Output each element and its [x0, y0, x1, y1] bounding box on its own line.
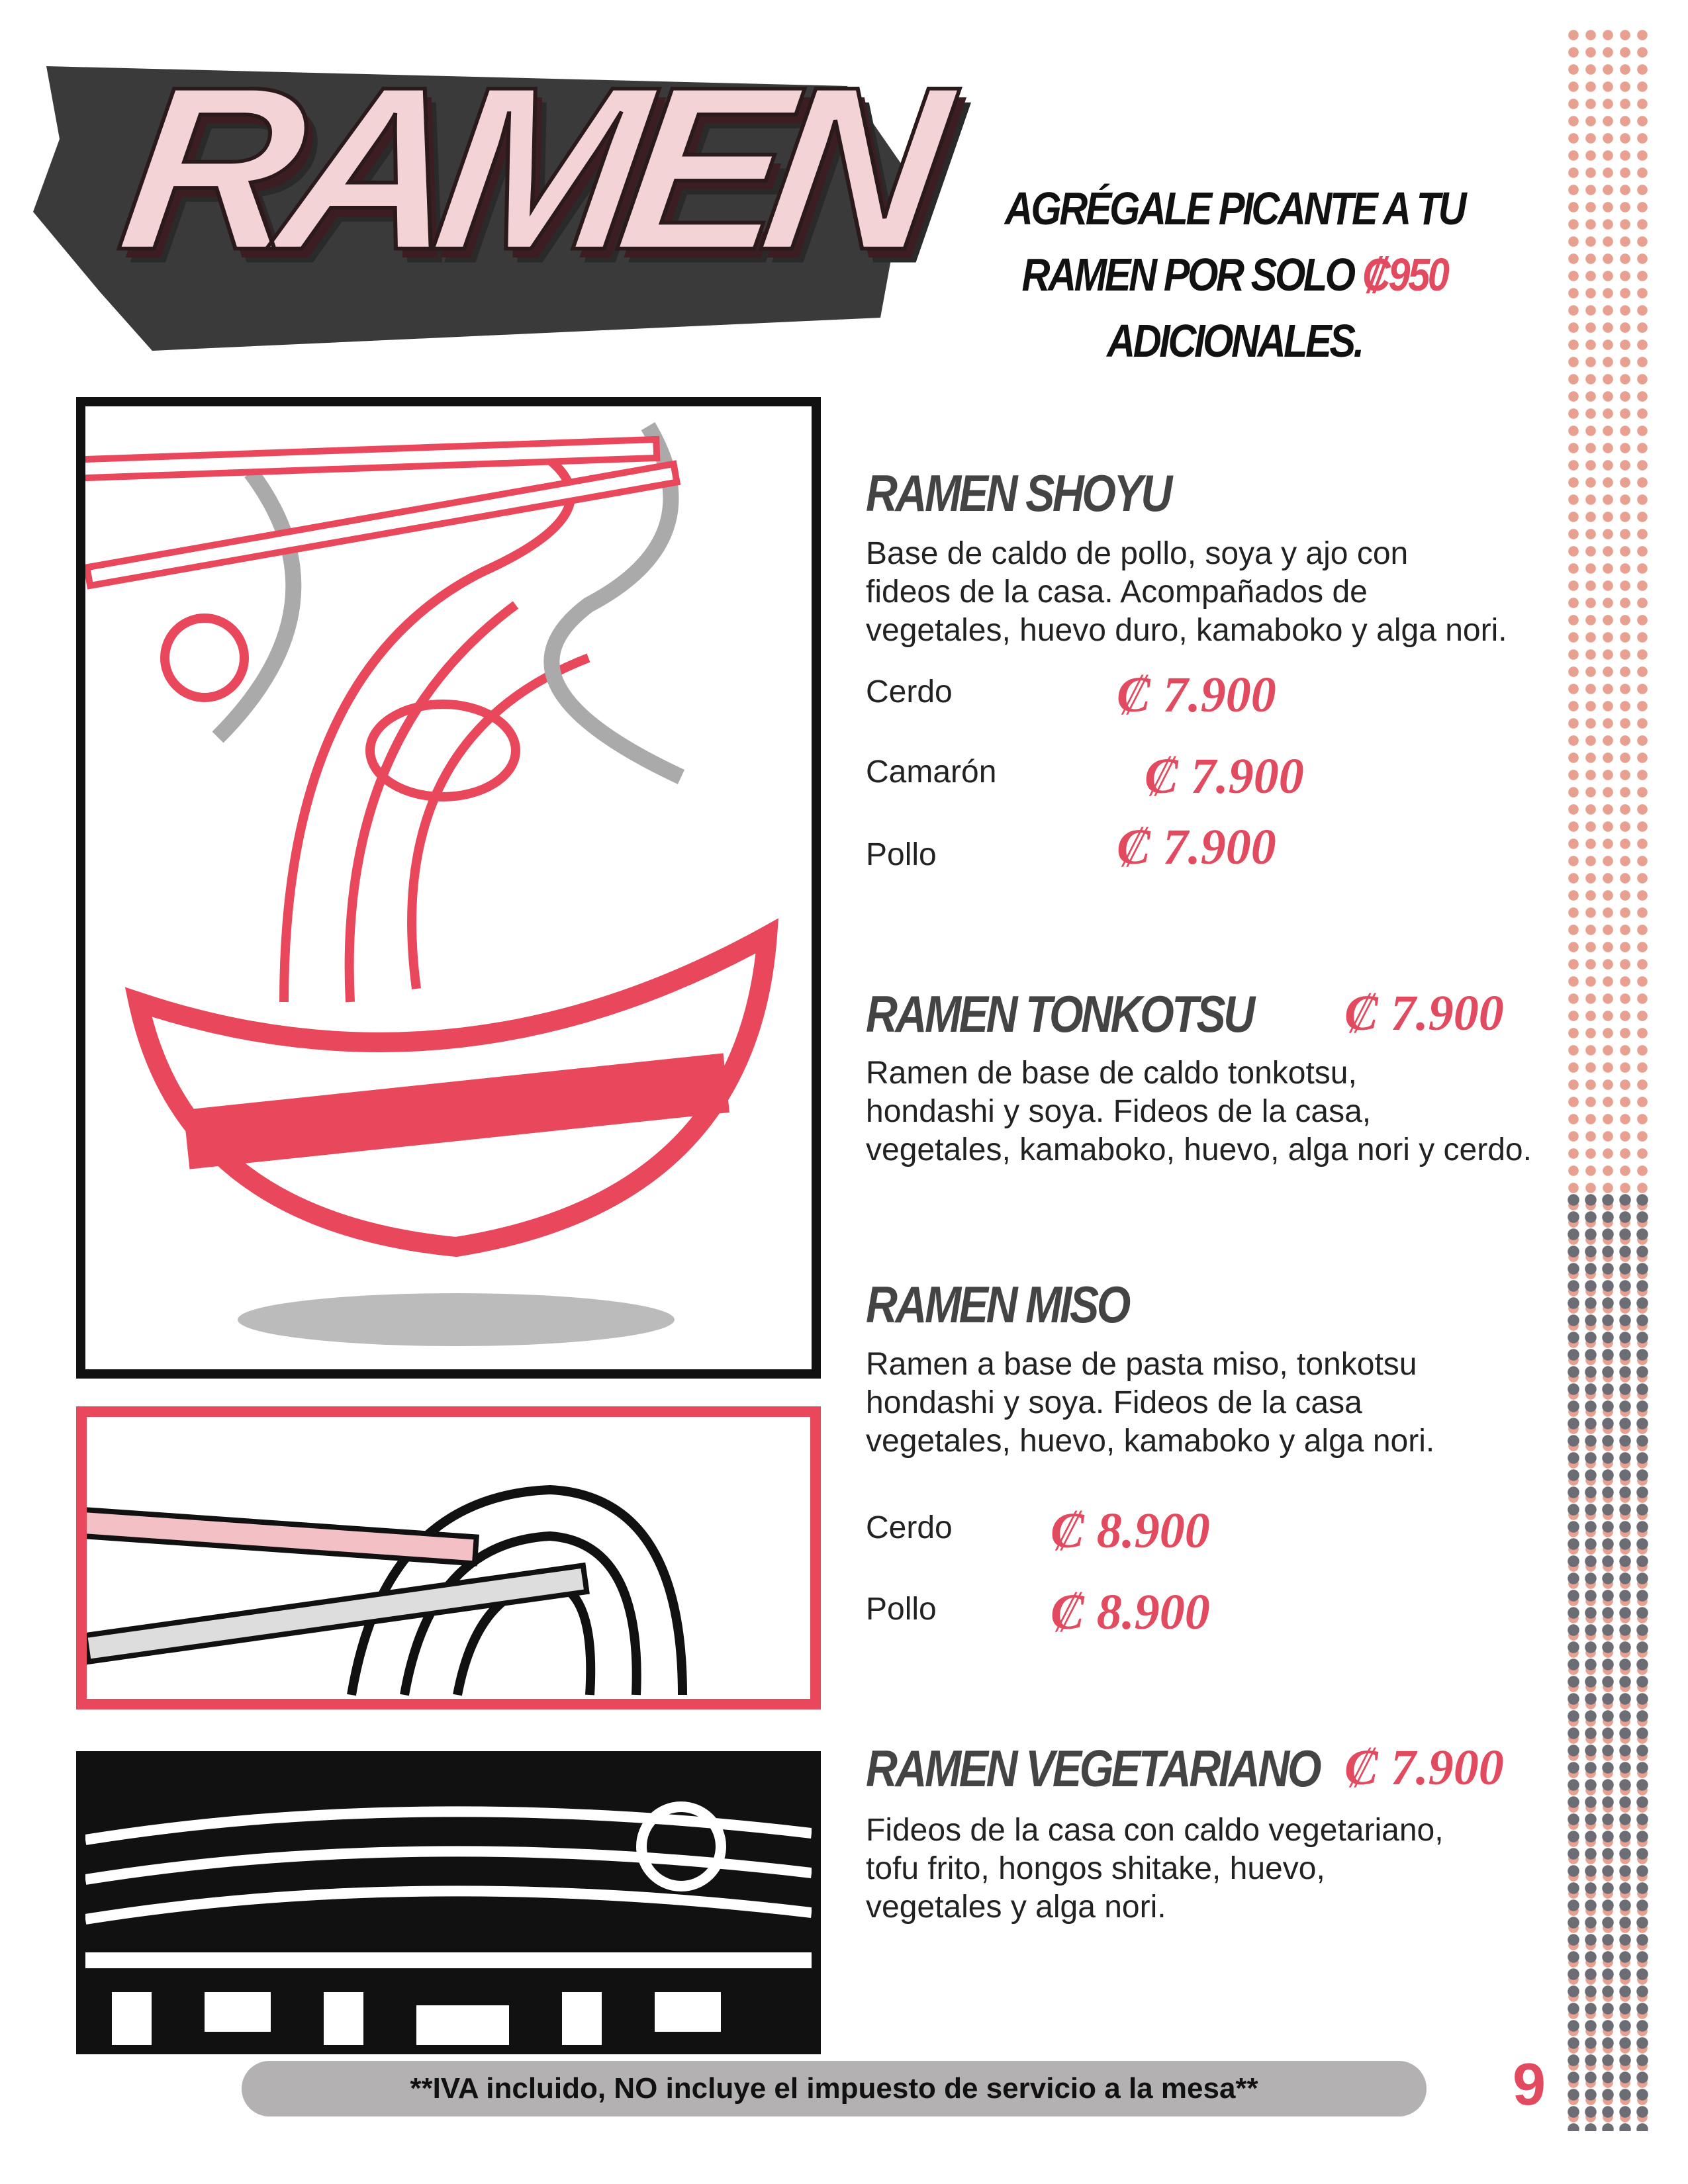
- option-price: ₡ 7.900: [1117, 667, 1276, 723]
- desc-line: Ramen a base de pasta miso, tonkotsu: [866, 1347, 1417, 1382]
- halftone-strip-gray: [1565, 1191, 1651, 2131]
- tagline-line2: RAMEN POR SOLO: [1021, 249, 1354, 300]
- item-name-tonkotsu: RAMEN TONKOTSU: [866, 985, 1253, 1043]
- desc-line: vegetales y alga nori.: [866, 1889, 1166, 1925]
- option-label: Pollo: [866, 1592, 937, 1627]
- page-title: RAMEN: [107, 38, 943, 298]
- desc-line: vegetales, kamaboko, huevo, alga nori y cerdo.: [866, 1132, 1532, 1167]
- desc-line: Base de caldo de pollo, soya y ajo con: [866, 536, 1409, 571]
- desc-line: tofu frito, hongos shitake, huevo,: [866, 1851, 1325, 1886]
- noodles-icon: [87, 1417, 810, 1699]
- item-description-miso: [866, 1345, 1594, 1461]
- bowl-closeup-illustration: [76, 1751, 821, 2054]
- desc-line: hondashi y soya. Fideos de la casa,: [866, 1094, 1372, 1129]
- item-name-vegetariano: RAMEN VEGETARIANO: [866, 1739, 1320, 1797]
- option-label: Pollo: [866, 837, 937, 872]
- item-description-vegetariano: [866, 1811, 1594, 1927]
- option-price: ₡ 7.900: [1117, 819, 1276, 875]
- noodles-chopsticks-illustration: [76, 1406, 821, 1709]
- tagline-line3: ADICIONALES.: [1107, 315, 1362, 367]
- item-price-tonkotsu: ₡ 7.900: [1344, 985, 1504, 1041]
- tagline-price: ₡950: [1362, 249, 1448, 300]
- option-label: Cerdo: [866, 674, 953, 709]
- desc-line: hondashi y soya. Fideos de la casa: [866, 1385, 1362, 1420]
- ramen-bowl-illustration: [76, 397, 821, 1379]
- desc-line: Fideos de la casa con caldo vegetariano,: [866, 1813, 1444, 1848]
- option-label: Cerdo: [866, 1510, 953, 1545]
- desc-line: vegetales, huevo duro, kamaboko y alga nori.: [866, 613, 1507, 648]
- item-name-shoyu: RAMEN SHOYU: [866, 464, 1170, 522]
- item-name-miso: RAMEN MISO: [866, 1275, 1129, 1334]
- option-price: ₡ 8.900: [1051, 1503, 1210, 1559]
- tagline-line1: AGRÉGALE PICANTE A TU: [1004, 183, 1465, 234]
- item-price-vegetariano: ₡ 7.900: [1344, 1740, 1504, 1796]
- option-price: ₡ 8.900: [1051, 1584, 1210, 1640]
- desc-line: Ramen de base de caldo tonkotsu,: [866, 1056, 1357, 1091]
- option-price: ₡ 7.900: [1145, 749, 1304, 804]
- page-number: 9: [1513, 2052, 1546, 2118]
- item-description-shoyu: [866, 535, 1594, 650]
- item-description-tonkotsu: [866, 1054, 1594, 1169]
- option-label: Camarón: [866, 754, 997, 790]
- tax-note: **IVA incluido, NO incluye el impuesto de servicio a la mesa**: [242, 2061, 1427, 2116]
- desc-line: fideos de la casa. Acompañados de: [866, 574, 1368, 610]
- desc-line: vegetales, huevo, kamaboko y alga nori.: [866, 1424, 1435, 1459]
- bowl-pattern-icon: [85, 1760, 812, 2045]
- spicy-addon-note: [1001, 175, 1468, 374]
- ramen-bowl-icon: [85, 406, 812, 1369]
